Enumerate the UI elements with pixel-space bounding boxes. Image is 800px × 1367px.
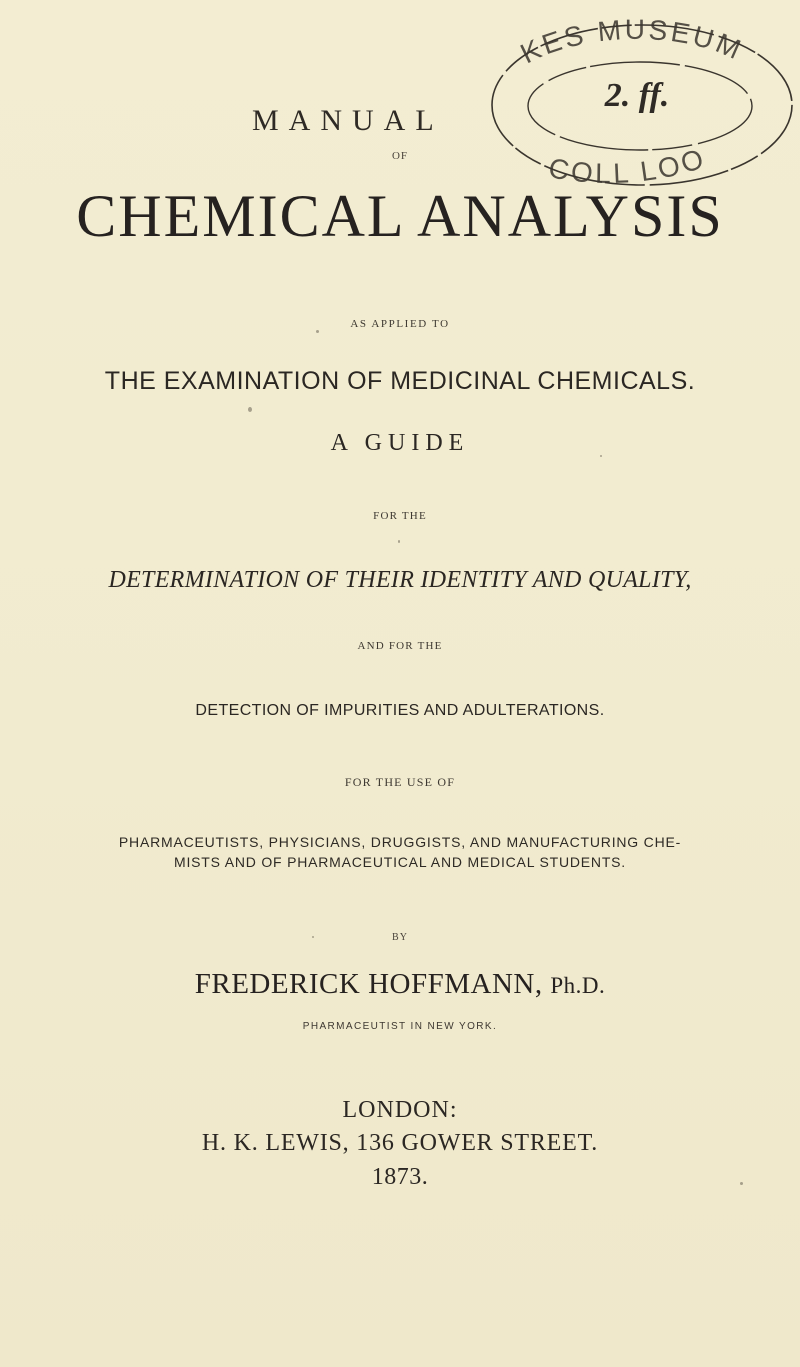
paper-speck bbox=[312, 936, 314, 938]
by-line: BY bbox=[392, 932, 408, 943]
readers-line-1: PHARMACEUTISTS, PHYSICIANS, DRUGGISTS, AND MANUFACTURING CHE- bbox=[118, 834, 682, 850]
author-name bbox=[0, 968, 800, 1001]
svg-text:KES MUSEUM bbox=[516, 14, 748, 70]
imprint-city: LONDON: bbox=[342, 1097, 458, 1123]
paper-speck bbox=[600, 455, 602, 457]
stamp-graphic bbox=[452, 10, 800, 200]
author-degree: Ph.D. bbox=[550, 973, 606, 998]
page-title: CHEMICAL ANALYSIS bbox=[76, 183, 724, 249]
examination-line: THE EXAMINATION OF MEDICINAL CHEMICALS. bbox=[104, 367, 696, 395]
paper-speck bbox=[398, 540, 400, 543]
stamp-top-text: KES MUSEUM bbox=[515, 13, 748, 70]
of-word: OF bbox=[391, 150, 409, 162]
as-applied-to: AS APPLIED TO bbox=[350, 318, 450, 330]
manual-word: MANUAL bbox=[252, 104, 444, 137]
author-name-text: FREDERICK HOFFMANN, bbox=[194, 968, 543, 1000]
intended-readers bbox=[0, 832, 800, 872]
stamp-bottom-text: COLL LOO bbox=[546, 142, 710, 190]
paper-speck bbox=[740, 1182, 743, 1185]
paper-speck bbox=[248, 407, 252, 412]
for-the-line: FOR THE bbox=[373, 510, 427, 522]
for-use-line: FOR THE USE OF bbox=[344, 775, 456, 789]
imprint-year: 1873. bbox=[371, 1164, 429, 1190]
author-affiliation: PHARMACEUTIST IN NEW YORK. bbox=[302, 1021, 498, 1032]
paper-speck bbox=[316, 330, 319, 333]
determination-line: DETERMINATION OF THEIR IDENTITY AND QUALITY, bbox=[108, 567, 692, 593]
guide-heading: A GUIDE bbox=[330, 430, 470, 456]
and-for-the-line: AND FOR THE bbox=[357, 640, 443, 652]
library-stamp bbox=[452, 10, 800, 200]
imprint-publisher: H. K. LEWIS, 136 GOWER STREET. bbox=[201, 1130, 599, 1156]
stamp-center-text: 2. ff. bbox=[604, 77, 670, 114]
readers-line-2: MISTS AND OF PHARMACEUTICAL AND MEDICAL STUDENTS. bbox=[174, 854, 626, 870]
detection-line: DETECTION OF IMPURITIES AND ADULTERATIONS. bbox=[195, 702, 605, 719]
